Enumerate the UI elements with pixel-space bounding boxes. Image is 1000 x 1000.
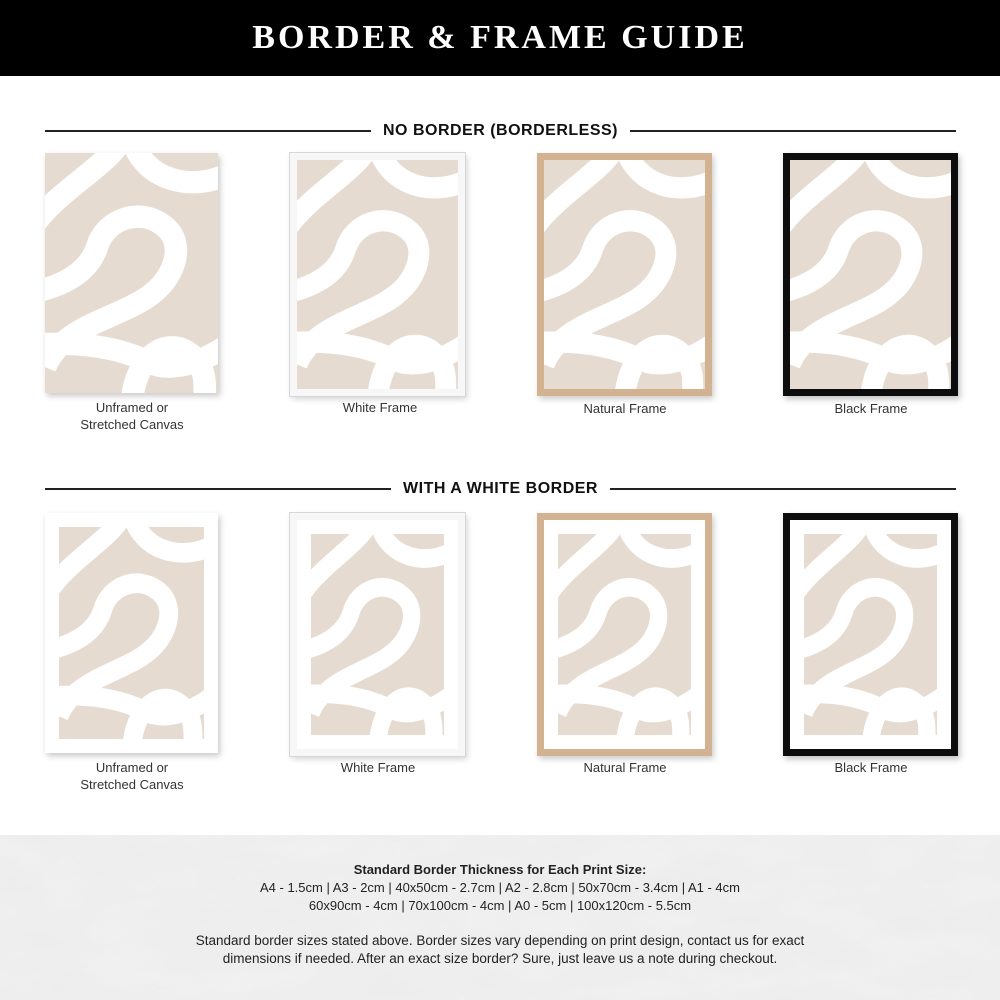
caption-line: Stretched Canvas xyxy=(80,417,184,432)
caption-white-frame xyxy=(288,759,468,776)
section-title: WITH A WHITE BORDER xyxy=(403,480,598,497)
artwork-image xyxy=(297,160,458,389)
caption-natural-frame xyxy=(535,400,715,417)
art-black-frame-white-border xyxy=(783,513,958,756)
note-line: Standard border sizes stated above. Border sizes vary depending on print design, contact us for exact xyxy=(195,933,805,948)
caption-line: Natural Frame xyxy=(583,401,667,416)
art-natural-frame-white-border xyxy=(537,513,712,756)
artwork-image xyxy=(45,153,218,393)
caption-line: Black Frame xyxy=(834,760,908,775)
artwork-image xyxy=(311,534,444,735)
caption-line: Black Frame xyxy=(834,401,908,416)
border-thickness-info xyxy=(0,861,1000,915)
section-header-white-border xyxy=(45,479,956,499)
caption-black-frame xyxy=(781,400,961,417)
art-white-frame-borderless xyxy=(290,153,465,396)
artwork-image xyxy=(804,534,937,735)
divider-left xyxy=(45,488,391,490)
sizes-line: A4 - 1.5cm | A3 - 2cm | 40x50cm - 2.7cm | A2 - 2.8cm | 50x70cm - 3.4cm | A1 - 4cm xyxy=(260,880,740,895)
artwork-image xyxy=(544,160,705,389)
caption-line: Unframed or xyxy=(95,400,169,415)
footer-note xyxy=(0,932,1000,968)
art-natural-frame-borderless xyxy=(537,153,712,396)
art-unframed-borderless xyxy=(45,153,218,393)
note-line: dimensions if needed. After an exact size border? Sure, just leave us a note during checkout. xyxy=(222,951,778,966)
artwork-image xyxy=(558,534,691,735)
caption-line: Unframed or xyxy=(95,760,169,775)
art-unframed-white-border xyxy=(45,513,218,753)
section-title: NO BORDER (BORDERLESS) xyxy=(383,122,619,139)
caption-line: Stretched Canvas xyxy=(80,777,184,792)
caption-black-frame xyxy=(781,759,961,776)
caption-line: White Frame xyxy=(340,760,416,775)
artwork-image xyxy=(790,160,951,389)
sizes-line: 60x90cm - 4cm | 70x100cm - 4cm | A0 - 5cm | 100x120cm - 5.5cm xyxy=(308,898,692,913)
art-white-frame-white-border xyxy=(290,513,465,756)
divider-right xyxy=(630,130,956,132)
page-title: BORDER & FRAME GUIDE xyxy=(252,19,748,56)
caption-unframed xyxy=(42,759,222,793)
art-black-frame-borderless xyxy=(783,153,958,396)
divider-right xyxy=(610,488,956,490)
footer-title: Standard Border Thickness for Each Print Size: xyxy=(353,862,647,877)
caption-white-frame xyxy=(290,399,470,416)
top-banner xyxy=(0,0,1000,76)
footer-info-panel xyxy=(0,835,1000,1000)
caption-natural-frame xyxy=(535,759,715,776)
caption-line: Natural Frame xyxy=(583,760,667,775)
marble-texture-background xyxy=(0,835,1000,1000)
artwork-image xyxy=(59,527,204,739)
caption-line: White Frame xyxy=(342,400,418,415)
divider-left xyxy=(45,130,371,132)
caption-unframed xyxy=(42,399,222,433)
section-header-no-border xyxy=(45,121,956,141)
